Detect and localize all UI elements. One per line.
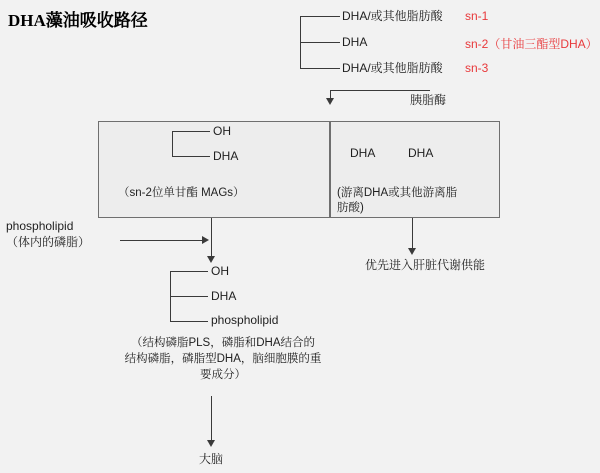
top-branch-label-1: DHA/或其他脂肪酸: [342, 9, 443, 23]
brain-arrow-head: [207, 440, 215, 447]
product-arrow-head: [207, 256, 215, 263]
product-item-1: OH: [211, 264, 229, 278]
top-branch-row3-line: [300, 68, 340, 69]
left-box-branch-line-1: [172, 131, 210, 132]
left-box-branch-spine: [172, 131, 173, 156]
right-note-label: 优先进入肝脏代谢供能: [365, 258, 486, 272]
phospholipid-arrow-head: [202, 236, 209, 244]
right-box-caption-line1: (游离DHA或其他游离脂: [337, 187, 458, 199]
phospholipid-input-line2: （体内的磷脂）: [6, 235, 91, 249]
page-title: DHA藻油吸收路径: [8, 11, 148, 30]
enzyme-arrow-line: [330, 90, 430, 91]
product-item-3: phospholipid: [211, 313, 279, 327]
top-branch-tag-1: sn-1: [465, 9, 489, 23]
top-branch-tag-2: sn-2（甘油三酯型DHA）: [465, 37, 598, 51]
brain-arrow-line: [211, 396, 212, 444]
enzyme-label: 胰脂酶: [410, 93, 447, 107]
right-box-item-1: DHA: [350, 146, 376, 160]
product-branch-line-2: [170, 296, 208, 297]
product-caption-line1: （结构磷脂PLS，磷脂和DHA结合的: [130, 337, 315, 349]
top-branch-label-2: DHA: [342, 35, 368, 49]
product-arrow-line: [211, 218, 212, 260]
right-note-arrow-line: [412, 218, 413, 250]
product-caption-line3: 要成分）: [200, 369, 246, 381]
top-branch-tag-3: sn-3: [465, 61, 489, 75]
left-box-item-2: DHA: [213, 149, 239, 163]
brain-label: 大脑: [198, 452, 223, 466]
left-box-caption: （sn-2位单甘酯 MAGs）: [118, 187, 245, 199]
product-item-2: DHA: [211, 289, 237, 303]
enzyme-arrow-head: [326, 98, 334, 105]
product-branch-line-1: [170, 271, 208, 272]
top-branch-row1-line: [300, 16, 340, 17]
phospholipid-arrow-line: [120, 240, 204, 241]
top-branch-row2-line: [300, 42, 340, 43]
top-branch-label-3: DHA/或其他脂肪酸: [342, 61, 443, 75]
right-box-item-2: DHA: [408, 146, 434, 160]
right-note-arrow-head: [408, 248, 416, 255]
phospholipid-input-line1: phospholipid: [6, 219, 74, 233]
left-box-item-1: OH: [213, 124, 231, 138]
right-box-caption-line2: 肪酸): [337, 202, 364, 214]
left-box-branch-line-2: [172, 156, 210, 157]
product-branch-line-3: [170, 321, 208, 322]
product-caption-line2: 结构磷脂，磷脂型DHA，脑细胞膜的重: [124, 353, 322, 365]
